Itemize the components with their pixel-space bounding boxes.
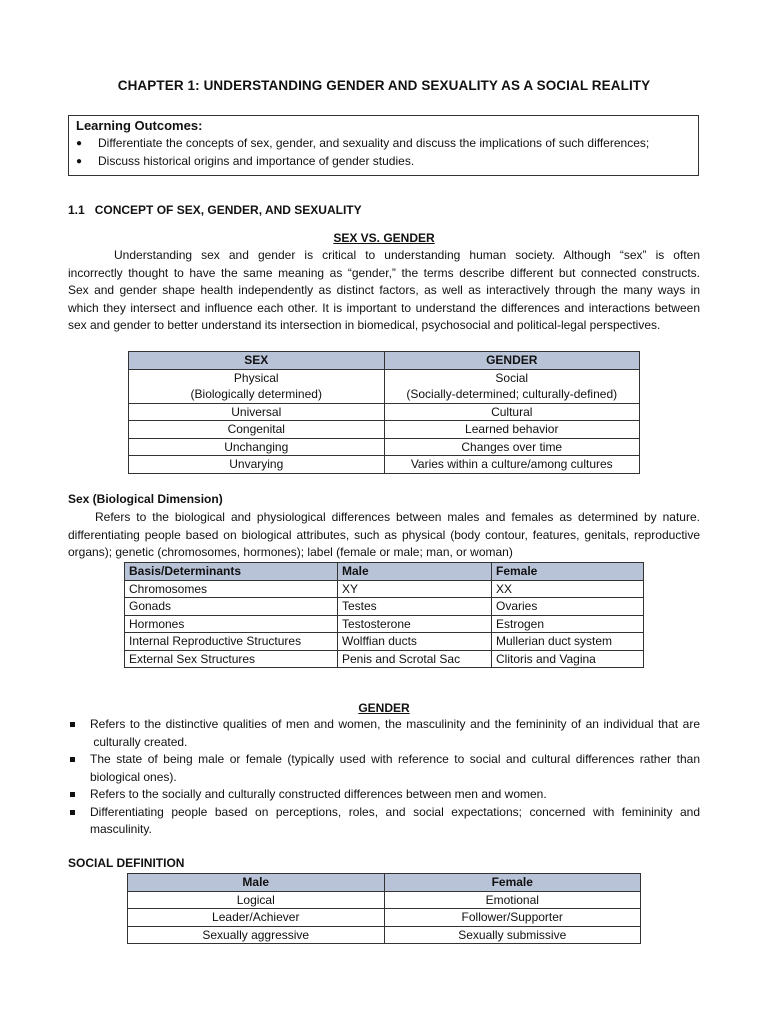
table-header-row — [128, 874, 641, 892]
table-cell: Testosterone — [338, 615, 492, 633]
table-cell: Gonads — [125, 598, 338, 616]
section-heading-text: CONCEPT OF SEX, GENDER, AND SEXUALITY — [94, 203, 362, 217]
table-cell: Penis and Scrotal Sac — [338, 650, 492, 668]
table-cell: Cultural — [384, 403, 640, 421]
table-cell: Follower/Supporter — [384, 909, 641, 927]
table-cell: Clitoris and Vagina — [492, 650, 644, 668]
paragraph-line: which they intersect and influence each other. It is important to understand the differences and interactions between — [68, 300, 700, 315]
list-item-line: culturally created. — [90, 734, 188, 749]
table-row — [128, 909, 641, 927]
table-row — [128, 926, 641, 944]
table-header-cell: Male — [338, 563, 492, 581]
section-number: 1.1 — [68, 203, 85, 217]
sex-vs-gender-title: SEX VS. GENDER — [333, 231, 435, 245]
sex-biological-heading: Sex (Biological Dimension) — [68, 492, 223, 506]
list-item-line: masculinity. — [90, 822, 152, 836]
table-header-cell: Female — [492, 563, 644, 581]
table-cell: Sexually submissive — [384, 926, 641, 944]
list-item-line: Refers to the socially and culturally constructed differences between men and women. — [90, 787, 547, 801]
table-cell: Testes — [338, 598, 492, 616]
table-cell: Estrogen — [492, 615, 644, 633]
table-cell: Chromosomes — [125, 580, 338, 598]
paragraph-line: Refers to the biological and physiological differences between males and females as determined by nature. — [95, 510, 700, 524]
social-definition-heading: SOCIAL DEFINITION — [68, 856, 185, 870]
square-bullet-icon — [70, 757, 75, 762]
square-bullet-icon — [70, 792, 75, 797]
table-cell: Ovaries — [492, 598, 644, 616]
list-item-line: The state of being male or female (typically used with reference to social and cultural differences rather than — [90, 752, 700, 766]
paragraph-line: incorrectly thought to have the same meaning as “gender,” the terms describe different but connected constructs. — [68, 265, 700, 280]
table-cell: Internal Reproductive Structures — [125, 633, 338, 651]
table-cell: Leader/Achiever — [128, 909, 385, 927]
table-cell: XY — [338, 580, 492, 598]
bullet-icon: ● — [76, 138, 83, 149]
table-header-cell: GENDER — [384, 352, 640, 370]
chapter-title: CHAPTER 1: UNDERSTANDING GENDER AND SEXUALITY AS A SOCIAL REALITY — [117, 78, 651, 93]
gender-title: GENDER — [358, 701, 410, 715]
learning-outcome-item: Discuss historical origins and importance of gender studies. — [98, 154, 415, 168]
table-row — [125, 650, 644, 668]
table-row — [129, 456, 640, 474]
table-cell: Logical — [128, 891, 385, 909]
sex-biological-paragraph — [68, 509, 700, 562]
table-cell: XX — [492, 580, 644, 598]
learning-outcomes-box — [68, 115, 699, 176]
sex-vs-gender-paragraph — [68, 247, 700, 335]
list-item-line: Refers to the distinctive qualities of men and women, the masculinity and the femininity of an individual that are — [90, 717, 700, 731]
table-row — [125, 580, 644, 598]
list-item — [68, 786, 700, 804]
paragraph-line: sex and gender to better understand its intersection in biomedical, psychosocial and political-legal perspectives. — [68, 318, 661, 332]
table-cell: Social — [384, 369, 640, 386]
table-row — [125, 615, 644, 633]
table-row — [129, 438, 640, 456]
table-row — [129, 369, 640, 386]
table-header-cell: Female — [384, 874, 641, 892]
table-header-cell: SEX — [129, 352, 385, 370]
table-header-row — [125, 563, 644, 581]
table-cell: Mullerian duct system — [492, 633, 644, 651]
table-row — [129, 403, 640, 421]
table-row — [128, 891, 641, 909]
table-header-row — [129, 352, 640, 370]
paragraph-line: organs); genetic (chromosomes, hormones); label (female or male; man, or woman) — [68, 545, 513, 559]
table-row — [125, 598, 644, 616]
sex-determinants-table — [124, 562, 644, 668]
table-cell: Varies within a culture/among cultures — [384, 456, 640, 474]
table-row — [129, 386, 640, 403]
table-row — [129, 421, 640, 439]
learning-outcome-item: Differentiate the concepts of sex, gender, and sexuality and discuss the implications of such differences; — [98, 136, 650, 150]
table-row — [125, 633, 644, 651]
paragraph-line: Understanding sex and gender is critical to understanding human society. Although “sex” is often — [114, 248, 700, 262]
table-cell: Universal — [129, 403, 385, 421]
table-cell: (Biologically determined) — [129, 386, 385, 403]
learning-outcomes-heading: Learning Outcomes: — [76, 118, 203, 133]
bullet-icon: ● — [76, 156, 83, 167]
social-definition-table — [127, 873, 641, 944]
table-cell: Wolffian ducts — [338, 633, 492, 651]
list-item — [68, 751, 700, 786]
table-cell: External Sex Structures — [125, 650, 338, 668]
table-cell: Unvarying — [129, 456, 385, 474]
paragraph-line: differentiating people based on biological attributes, such as physical (body contour, features, genitals, reproductive — [68, 527, 700, 542]
list-item — [68, 804, 700, 839]
table-cell: Sexually aggressive — [128, 926, 385, 944]
table-cell: Learned behavior — [384, 421, 640, 439]
gender-bullet-list — [68, 716, 700, 839]
square-bullet-icon — [70, 810, 75, 815]
table-header-cell: Basis/Determinants — [125, 563, 338, 581]
table-cell: Changes over time — [384, 438, 640, 456]
table-cell: Congenital — [129, 421, 385, 439]
table-cell: Physical — [129, 369, 385, 386]
sex-vs-gender-table — [128, 351, 640, 474]
table-cell: Hormones — [125, 615, 338, 633]
table-cell: Emotional — [384, 891, 641, 909]
list-item-line: Differentiating people based on perceptions, roles, and social expectations; concerned with femininity and — [90, 804, 700, 819]
table-header-cell: Male — [128, 874, 385, 892]
table-cell: Unchanging — [129, 438, 385, 456]
list-item — [68, 716, 700, 751]
paragraph-line: Sex and gender shape health independently as distinct factors, as well as interactively through the many ways in — [68, 283, 700, 297]
section-heading — [68, 203, 362, 217]
square-bullet-icon — [70, 722, 75, 727]
table-cell: (Socially-determined; culturally-defined) — [384, 386, 640, 403]
list-item-line: biological ones). — [90, 769, 177, 784]
